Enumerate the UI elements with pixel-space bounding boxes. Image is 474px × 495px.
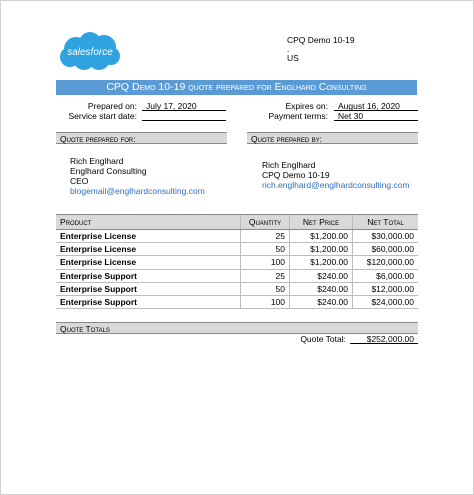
cell-net-price: $240.00	[290, 295, 353, 308]
table-row	[56, 269, 418, 282]
prepared-for-email-link[interactable]: blogemail@englhardconsulting.com	[70, 186, 205, 196]
quote-total-value: $252,000.00	[366, 334, 414, 344]
cell-product: Enterprise License	[56, 256, 241, 269]
cell-quantity: 100	[241, 256, 290, 269]
cell-quantity: 100	[241, 295, 290, 308]
expires-on-value: August 16, 2020	[338, 101, 400, 111]
table-row	[56, 256, 418, 269]
payment-terms-value: Net 30	[338, 111, 364, 121]
prepared-for-title: CEO	[70, 176, 89, 186]
cell-product: Enterprise Support	[56, 282, 241, 295]
prepared-by-name: Rich Englhard	[262, 160, 316, 170]
cell-net-price: $1,200.00	[290, 230, 353, 243]
cell-net-total: $120,000.00	[353, 256, 419, 269]
payment-terms-label: Payment terms:	[268, 111, 328, 121]
service-start-label: Service start date:	[68, 111, 137, 121]
table-row	[56, 243, 418, 256]
cell-product: Enterprise Support	[56, 269, 241, 282]
column-header-quantity: Quantity	[241, 215, 290, 230]
prepared-by-company: CPQ Demo 10-19	[262, 170, 330, 180]
service-start-underline	[142, 120, 226, 121]
logo-text: salesforce	[67, 47, 113, 58]
prepared-by-heading: Quote prepared by:	[247, 132, 418, 144]
table-row	[56, 282, 418, 295]
quote-totals-heading: Quote Totals	[56, 322, 418, 334]
cell-product: Enterprise Support	[56, 295, 241, 308]
cell-quantity: 50	[241, 243, 290, 256]
company-name: CPQ Demo 10-19	[287, 35, 355, 45]
line-items-table	[56, 214, 418, 309]
prepared-on-underline	[142, 110, 226, 111]
prepared-for-company: Englhard Consulting	[70, 166, 147, 176]
prepared-for-heading: Quote prepared for:	[56, 132, 227, 144]
table-row	[56, 230, 418, 243]
column-header-net-price: Net Price	[290, 215, 353, 230]
salesforce-logo	[56, 30, 124, 72]
prepared-for-name: Rich Englhard	[70, 156, 124, 166]
cell-net-total: $12,000.00	[353, 282, 419, 295]
cell-net-total: $30,000.00	[353, 230, 419, 243]
prepared-on-value: July 17, 2020	[146, 101, 197, 111]
table-header-row	[56, 215, 418, 230]
cell-product: Enterprise License	[56, 243, 241, 256]
cell-net-price: $240.00	[290, 282, 353, 295]
cell-net-total: $6,000.00	[353, 269, 419, 282]
table-row	[56, 295, 418, 308]
company-country: US	[287, 53, 299, 63]
cell-net-price: $1,200.00	[290, 256, 353, 269]
cell-product: Enterprise License	[56, 230, 241, 243]
column-header-net-total: Net Total	[353, 215, 419, 230]
cell-net-total: $24,000.00	[353, 295, 419, 308]
prepared-on-label: Prepared on:	[87, 101, 137, 111]
payment-terms-underline	[334, 120, 418, 121]
cell-net-total: $60,000.00	[353, 243, 419, 256]
cell-quantity: 50	[241, 282, 290, 295]
company-line2: .	[287, 44, 290, 54]
quote-total-label: Quote Total:	[300, 334, 346, 344]
cell-quantity: 25	[241, 269, 290, 282]
cell-net-price: $240.00	[290, 269, 353, 282]
cell-net-price: $1,200.00	[290, 243, 353, 256]
quote-title-bar: CPQ Demo 10-19 quote prepared for Englhard Consulting	[56, 80, 417, 95]
cell-quantity: 25	[241, 230, 290, 243]
column-header-product: Product	[56, 215, 241, 230]
expires-on-label: Expires on:	[285, 101, 328, 111]
prepared-by-email-link[interactable]: rich.englhard@englhardconsulting.com	[262, 180, 410, 190]
quote-total-underline	[350, 343, 418, 344]
